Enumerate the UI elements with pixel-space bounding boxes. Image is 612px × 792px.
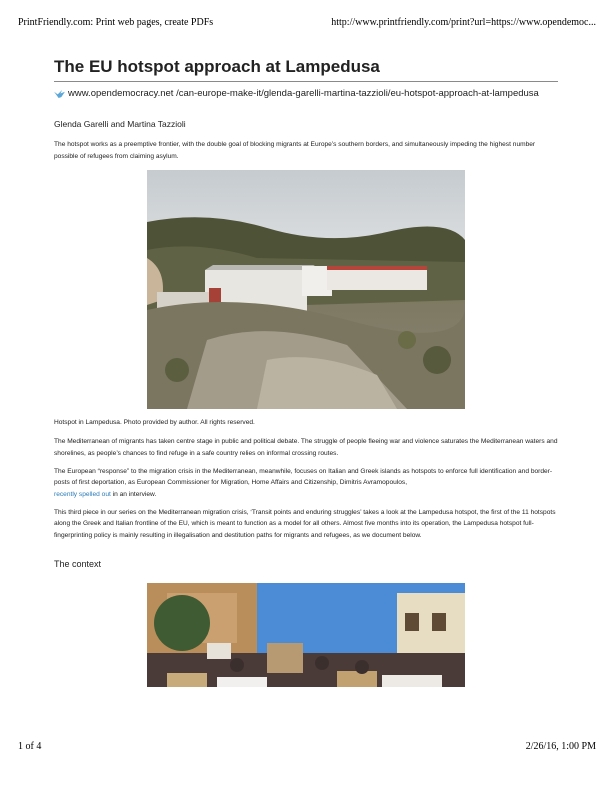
article — [54, 56, 558, 162]
recently-spelled-out-link[interactable]: recently spelled out — [54, 490, 111, 498]
paragraph: This third piece in our series on the Mediterranean migration crisis, ‘Transit points and enduring struggles’ takes a look at the Lampedusa hotspot, the first of the 11 hotspots along the Greek and Italian frontline of the EU, which is meant to function as a model for all others. Almost five months into its operation, the Lampedusa hotspot full-fingerprinting policy is mainly resulting in illegalisation and destitution paths for migrants and refugees, as we document below. — [54, 508, 556, 539]
photo-caption: Hotspot in Lampedusa. Photo provided by author. All rights reserved. — [54, 419, 255, 426]
page-number: 1 of 4 — [18, 741, 42, 752]
article-body — [54, 436, 558, 548]
paragraph: The Mediterranean of migrants has taken centre stage in public and political debate. The struggle of people fleeing war and violence saturates the Mediterranean waters and shorelines, as people’s chances to find refuge in a safe country relies on informal crossing routes. — [54, 438, 558, 457]
hotspot-photo — [147, 170, 465, 409]
bird-icon — [54, 89, 65, 98]
source-line — [54, 88, 558, 99]
article-title: The EU hotspot approach at Lampedusa — [54, 57, 380, 76]
article-authors: Glenda Garelli and Martina Tazzioli — [54, 119, 186, 129]
print-datetime: 2/26/16, 1:00 PM — [525, 741, 596, 752]
article-intro: The hotspot works as a preemptive frontier, with the double goal of blocking migrants at Europe’s southern borders, and simultaneously impeding the highest number possible of refugees from claiming asylum. — [54, 141, 536, 160]
paragraph — [54, 466, 558, 501]
paragraph-text: in an interview. — [112, 490, 157, 498]
source-url-link[interactable]: www.opendemocracy.net /can-europe-make-it/glenda-garelli-martina-tazzioli/eu-hotspot-approach-at-lampedusa — [68, 88, 539, 99]
print-header-url: http://www.printfriendly.com/print?url=https://www.opendemoc... — [331, 17, 596, 28]
paragraph-text: The European “response” to the migration crisis in the Mediterranean, meanwhile, focuses on Italian and Greek islands as hotspots to enforce full identification and border-posts of first deportation, as European Commissioner for Migration, Home Affairs and Citizenship, Dimitris Avramopoulos, — [54, 467, 553, 486]
print-header-title: PrintFriendly.com: Print web pages, create PDFs — [18, 17, 214, 28]
protest-photo — [147, 583, 465, 687]
section-heading: The context — [54, 559, 102, 569]
title-divider — [54, 81, 558, 82]
